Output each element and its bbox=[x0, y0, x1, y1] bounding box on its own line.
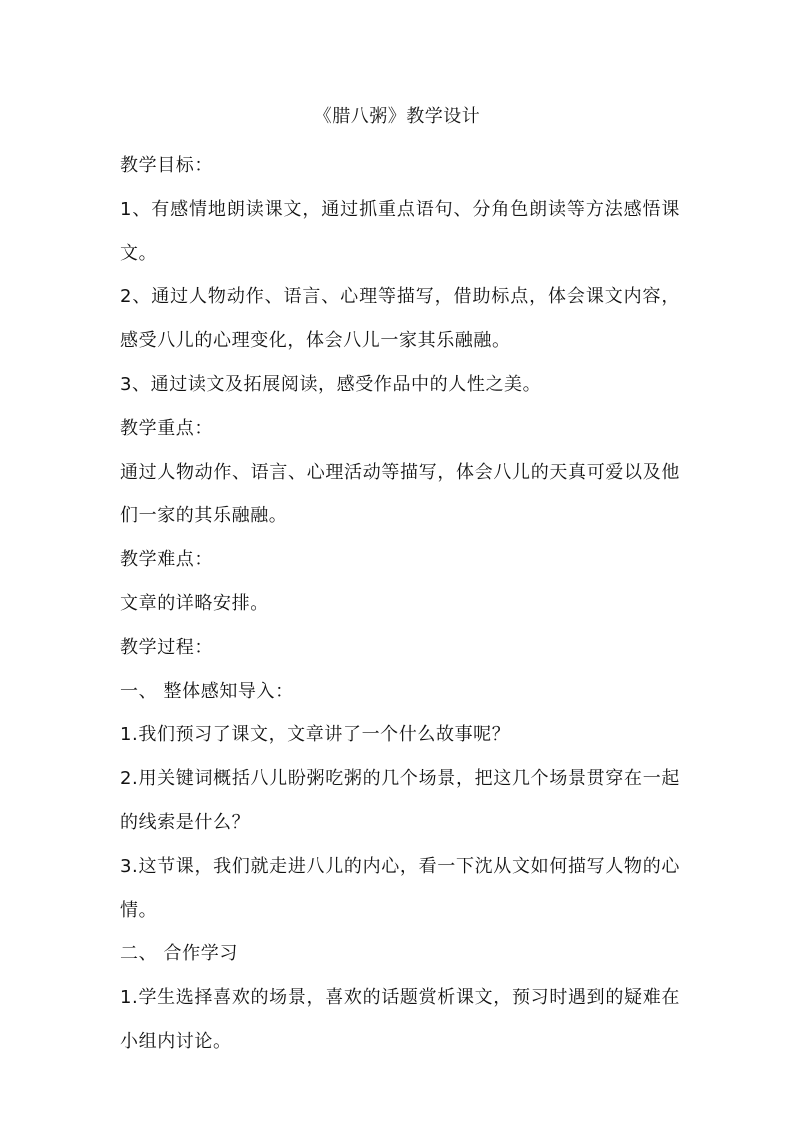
heading-difficulties: 教学难点： bbox=[120, 549, 213, 571]
heading-process: 教学过程： bbox=[120, 636, 213, 658]
objective-item-2: 2、通过人物动作、语言、心理等描写，借助标点，体会课文内容，感受八儿的心理变化，体会八儿一家其乐融融。 bbox=[120, 286, 680, 352]
key-points-text: 通过人物动作、语言、心理活动等描写，体会八儿的天真可爱以及他们一家的其乐融融。 bbox=[120, 461, 680, 527]
section-one-item-1: 1.我们预习了课文，文章讲了一个什么故事呢？ bbox=[120, 724, 511, 746]
document-body bbox=[120, 144, 680, 1064]
section-one-heading: 一、 整体感知导入： bbox=[120, 680, 294, 702]
heading-objectives: 教学目标： bbox=[120, 155, 213, 176]
section-one-item-2: 2.用关键词概括八儿盼粥吃粥的几个场景，把这几个场景贯穿在一起的线索是什么？ bbox=[120, 768, 680, 833]
heading-key-points: 教学重点： bbox=[120, 417, 213, 439]
section-two-heading: 二、 合作学习 bbox=[120, 943, 238, 965]
objective-item-1: 1、有感情地朗读课文，通过抓重点语句、分角色朗读等方法感悟课文。 bbox=[120, 198, 680, 264]
section-one-item-3: 3.这节课，我们就走进八儿的内心，看一下沈从文如何描写人物的心情。 bbox=[120, 855, 680, 921]
section-two-item-1: 1.学生选择喜欢的场景，喜欢的话题赏析课文，预习时遇到的疑难在小组内讨论。 bbox=[120, 987, 680, 1052]
document-title: 《腊八粥》教学设计 bbox=[313, 106, 481, 127]
difficulties-text: 文章的详略安排。 bbox=[120, 592, 269, 614]
objective-item-3: 3、通过读文及拓展阅读，感受作品中的人性之美。 bbox=[120, 373, 542, 395]
